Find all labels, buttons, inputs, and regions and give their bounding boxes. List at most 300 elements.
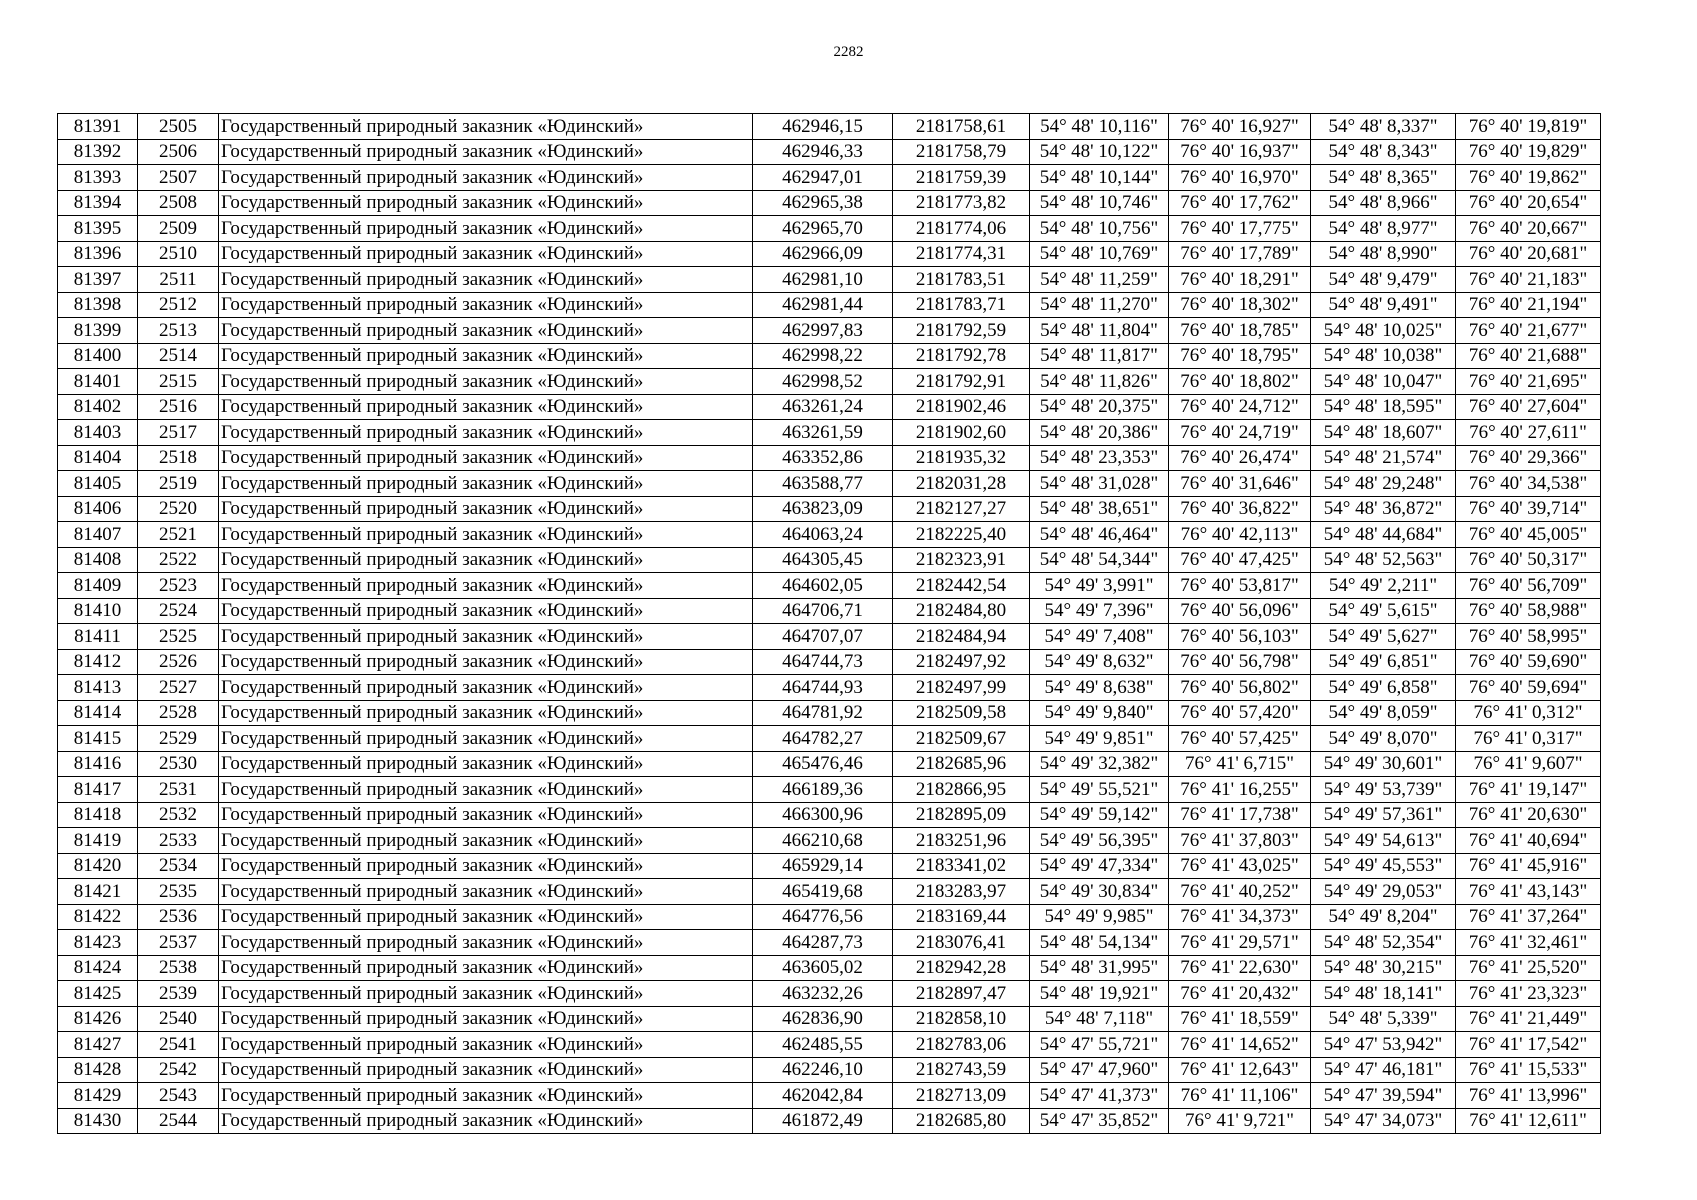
latitude-1-cell: 54° 48' 54,134"	[1030, 930, 1169, 956]
coord-y-cell: 2183076,41	[893, 930, 1030, 956]
longitude-1-cell: 76° 40' 57,420"	[1169, 700, 1311, 726]
table-row	[58, 216, 1601, 242]
latitude-1-cell: 54° 48' 11,817"	[1030, 343, 1169, 369]
point-number-cell: 2528	[138, 700, 219, 726]
latitude-1-cell: 54° 47' 35,852"	[1030, 1108, 1169, 1134]
latitude-2-cell: 54° 48' 8,990"	[1311, 241, 1456, 267]
latitude-1-cell: 54° 49' 30,834"	[1030, 879, 1169, 905]
longitude-2-cell: 76° 40' 20,667"	[1456, 216, 1601, 242]
record-number-cell: 81405	[58, 471, 138, 497]
latitude-1-cell: 54° 48' 10,144"	[1030, 165, 1169, 191]
coord-x-cell: 462836,90	[753, 1006, 893, 1032]
coord-y-cell: 2181792,78	[893, 343, 1030, 369]
object-name-cell: Государственный природный заказник «Юдинский»	[219, 114, 753, 140]
longitude-2-cell: 76° 41' 43,143"	[1456, 879, 1601, 905]
latitude-2-cell: 54° 48' 10,038"	[1311, 343, 1456, 369]
longitude-1-cell: 76° 40' 57,425"	[1169, 726, 1311, 752]
longitude-2-cell: 76° 40' 56,709"	[1456, 573, 1601, 599]
table-row	[58, 955, 1601, 981]
table-row	[58, 675, 1601, 701]
point-number-cell: 2527	[138, 675, 219, 701]
longitude-1-cell: 76° 41' 17,738"	[1169, 802, 1311, 828]
coord-y-cell: 2182225,40	[893, 522, 1030, 548]
latitude-2-cell: 54° 48' 9,491"	[1311, 292, 1456, 318]
latitude-2-cell: 54° 48' 18,595"	[1311, 394, 1456, 420]
latitude-1-cell: 54° 49' 32,382"	[1030, 751, 1169, 777]
record-number-cell: 81411	[58, 624, 138, 650]
coord-y-cell: 2182484,94	[893, 624, 1030, 650]
record-number-cell: 81398	[58, 292, 138, 318]
coord-x-cell: 464706,71	[753, 598, 893, 624]
longitude-2-cell: 76° 40' 58,995"	[1456, 624, 1601, 650]
coord-y-cell: 2181773,82	[893, 190, 1030, 216]
longitude-2-cell: 76° 40' 21,194"	[1456, 292, 1601, 318]
coord-x-cell: 466210,68	[753, 828, 893, 854]
coord-y-cell: 2181774,06	[893, 216, 1030, 242]
coord-y-cell: 2183283,97	[893, 879, 1030, 905]
latitude-1-cell: 54° 49' 56,395"	[1030, 828, 1169, 854]
object-name-cell: Государственный природный заказник «Юдинский»	[219, 649, 753, 675]
coord-x-cell: 464707,07	[753, 624, 893, 650]
coord-x-cell: 462946,15	[753, 114, 893, 140]
coord-x-cell: 466189,36	[753, 777, 893, 803]
point-number-cell: 2508	[138, 190, 219, 216]
coord-y-cell: 2183341,02	[893, 853, 1030, 879]
object-name-cell: Государственный природный заказник «Юдинский»	[219, 547, 753, 573]
object-name-cell: Государственный природный заказник «Юдинский»	[219, 598, 753, 624]
coord-y-cell: 2181783,71	[893, 292, 1030, 318]
coord-x-cell: 462998,22	[753, 343, 893, 369]
table-row	[58, 624, 1601, 650]
longitude-2-cell: 76° 40' 21,695"	[1456, 369, 1601, 395]
latitude-2-cell: 54° 47' 46,181"	[1311, 1057, 1456, 1083]
latitude-2-cell: 54° 48' 5,339"	[1311, 1006, 1456, 1032]
coord-y-cell: 2182323,91	[893, 547, 1030, 573]
table-row	[58, 139, 1601, 165]
longitude-2-cell: 76° 41' 17,542"	[1456, 1032, 1601, 1058]
object-name-cell: Государственный природный заказник «Юдинский»	[219, 471, 753, 497]
latitude-1-cell: 54° 49' 8,632"	[1030, 649, 1169, 675]
coord-y-cell: 2182858,10	[893, 1006, 1030, 1032]
table-row	[58, 751, 1601, 777]
coord-x-cell: 464602,05	[753, 573, 893, 599]
coord-x-cell: 464063,24	[753, 522, 893, 548]
longitude-2-cell: 76° 40' 19,862"	[1456, 165, 1601, 191]
longitude-2-cell: 76° 41' 20,630"	[1456, 802, 1601, 828]
coord-x-cell: 462485,55	[753, 1032, 893, 1058]
longitude-2-cell: 76° 40' 20,654"	[1456, 190, 1601, 216]
record-number-cell: 81406	[58, 496, 138, 522]
point-number-cell: 2522	[138, 547, 219, 573]
record-number-cell: 81404	[58, 445, 138, 471]
object-name-cell: Государственный природный заказник «Юдинский»	[219, 165, 753, 191]
coord-y-cell: 2181758,79	[893, 139, 1030, 165]
longitude-1-cell: 76° 40' 36,822"	[1169, 496, 1311, 522]
longitude-2-cell: 76° 41' 45,916"	[1456, 853, 1601, 879]
record-number-cell: 81414	[58, 700, 138, 726]
latitude-2-cell: 54° 48' 44,684"	[1311, 522, 1456, 548]
object-name-cell: Государственный природный заказник «Юдинский»	[219, 522, 753, 548]
record-number-cell: 81407	[58, 522, 138, 548]
record-number-cell: 81397	[58, 267, 138, 293]
latitude-2-cell: 54° 48' 29,248"	[1311, 471, 1456, 497]
longitude-1-cell: 76° 41' 40,252"	[1169, 879, 1311, 905]
coord-x-cell: 464782,27	[753, 726, 893, 752]
table-row	[58, 1057, 1601, 1083]
latitude-1-cell: 54° 49' 59,142"	[1030, 802, 1169, 828]
table-row	[58, 394, 1601, 420]
point-number-cell: 2536	[138, 904, 219, 930]
latitude-1-cell: 54° 47' 55,721"	[1030, 1032, 1169, 1058]
coord-x-cell: 463588,77	[753, 471, 893, 497]
coord-x-cell: 461872,49	[753, 1108, 893, 1134]
object-name-cell: Государственный природный заказник «Юдинский»	[219, 675, 753, 701]
point-number-cell: 2510	[138, 241, 219, 267]
point-number-cell: 2518	[138, 445, 219, 471]
coord-x-cell: 464305,45	[753, 547, 893, 573]
record-number-cell: 81394	[58, 190, 138, 216]
object-name-cell: Государственный природный заказник «Юдинский»	[219, 777, 753, 803]
record-number-cell: 81420	[58, 853, 138, 879]
object-name-cell: Государственный природный заказник «Юдинский»	[219, 139, 753, 165]
latitude-1-cell: 54° 48' 23,353"	[1030, 445, 1169, 471]
point-number-cell: 2533	[138, 828, 219, 854]
longitude-1-cell: 76° 40' 56,103"	[1169, 624, 1311, 650]
object-name-cell: Государственный природный заказник «Юдинский»	[219, 292, 753, 318]
latitude-1-cell: 54° 48' 11,804"	[1030, 318, 1169, 344]
latitude-1-cell: 54° 49' 9,851"	[1030, 726, 1169, 752]
latitude-2-cell: 54° 47' 34,073"	[1311, 1108, 1456, 1134]
coord-x-cell: 465929,14	[753, 853, 893, 879]
coord-x-cell: 466300,96	[753, 802, 893, 828]
longitude-1-cell: 76° 41' 11,106"	[1169, 1083, 1311, 1109]
point-number-cell: 2537	[138, 930, 219, 956]
longitude-1-cell: 76° 41' 20,432"	[1169, 981, 1311, 1007]
coord-x-cell: 464781,92	[753, 700, 893, 726]
latitude-1-cell: 54° 48' 10,756"	[1030, 216, 1169, 242]
table-row	[58, 547, 1601, 573]
object-name-cell: Государственный природный заказник «Юдинский»	[219, 1006, 753, 1032]
latitude-1-cell: 54° 48' 11,826"	[1030, 369, 1169, 395]
table-row	[58, 343, 1601, 369]
record-number-cell: 81395	[58, 216, 138, 242]
point-number-cell: 2523	[138, 573, 219, 599]
coord-y-cell: 2182031,28	[893, 471, 1030, 497]
coord-x-cell: 463261,24	[753, 394, 893, 420]
latitude-2-cell: 54° 49' 8,059"	[1311, 700, 1456, 726]
point-number-cell: 2513	[138, 318, 219, 344]
latitude-1-cell: 54° 49' 55,521"	[1030, 777, 1169, 803]
latitude-1-cell: 54° 47' 41,373"	[1030, 1083, 1169, 1109]
longitude-2-cell: 76° 40' 19,829"	[1456, 139, 1601, 165]
latitude-2-cell: 54° 48' 8,966"	[1311, 190, 1456, 216]
coord-y-cell: 2182942,28	[893, 955, 1030, 981]
latitude-2-cell: 54° 49' 8,204"	[1311, 904, 1456, 930]
coord-x-cell: 462998,52	[753, 369, 893, 395]
longitude-2-cell: 76° 40' 50,317"	[1456, 547, 1601, 573]
object-name-cell: Государственный природный заказник «Юдинский»	[219, 1108, 753, 1134]
coord-x-cell: 463352,86	[753, 445, 893, 471]
longitude-2-cell: 76° 41' 32,461"	[1456, 930, 1601, 956]
record-number-cell: 81418	[58, 802, 138, 828]
point-number-cell: 2543	[138, 1083, 219, 1109]
record-number-cell: 81396	[58, 241, 138, 267]
table-row	[58, 853, 1601, 879]
object-name-cell: Государственный природный заказник «Юдинский»	[219, 853, 753, 879]
point-number-cell: 2541	[138, 1032, 219, 1058]
latitude-2-cell: 54° 48' 10,025"	[1311, 318, 1456, 344]
latitude-2-cell: 54° 48' 18,141"	[1311, 981, 1456, 1007]
table-row	[58, 496, 1601, 522]
point-number-cell: 2538	[138, 955, 219, 981]
latitude-2-cell: 54° 49' 57,361"	[1311, 802, 1456, 828]
coord-x-cell: 463261,59	[753, 420, 893, 446]
point-number-cell: 2529	[138, 726, 219, 752]
record-number-cell: 81415	[58, 726, 138, 752]
longitude-2-cell: 76° 41' 19,147"	[1456, 777, 1601, 803]
longitude-1-cell: 76° 40' 17,789"	[1169, 241, 1311, 267]
table-row	[58, 777, 1601, 803]
coord-x-cell: 464744,73	[753, 649, 893, 675]
longitude-1-cell: 76° 40' 18,302"	[1169, 292, 1311, 318]
record-number-cell: 81400	[58, 343, 138, 369]
object-name-cell: Государственный природный заказник «Юдинский»	[219, 751, 753, 777]
coord-x-cell: 465419,68	[753, 879, 893, 905]
coord-y-cell: 2182484,80	[893, 598, 1030, 624]
table-row	[58, 726, 1601, 752]
point-number-cell: 2524	[138, 598, 219, 624]
coord-y-cell: 2182743,59	[893, 1057, 1030, 1083]
table-row	[58, 802, 1601, 828]
latitude-1-cell: 54° 48' 38,651"	[1030, 496, 1169, 522]
coord-y-cell: 2183169,44	[893, 904, 1030, 930]
record-number-cell: 81401	[58, 369, 138, 395]
record-number-cell: 81424	[58, 955, 138, 981]
point-number-cell: 2521	[138, 522, 219, 548]
coord-y-cell: 2181783,51	[893, 267, 1030, 293]
latitude-1-cell: 54° 48' 10,116"	[1030, 114, 1169, 140]
record-number-cell: 81391	[58, 114, 138, 140]
longitude-2-cell: 76° 41' 0,317"	[1456, 726, 1601, 752]
record-number-cell: 81413	[58, 675, 138, 701]
record-number-cell: 81408	[58, 547, 138, 573]
table-row	[58, 649, 1601, 675]
longitude-1-cell: 76° 40' 56,798"	[1169, 649, 1311, 675]
point-number-cell: 2520	[138, 496, 219, 522]
table-row	[58, 573, 1601, 599]
longitude-2-cell: 76° 40' 20,681"	[1456, 241, 1601, 267]
latitude-2-cell: 54° 48' 8,343"	[1311, 139, 1456, 165]
record-number-cell: 81421	[58, 879, 138, 905]
coord-y-cell: 2181792,91	[893, 369, 1030, 395]
latitude-1-cell: 54° 48' 46,464"	[1030, 522, 1169, 548]
coord-x-cell: 463232,26	[753, 981, 893, 1007]
latitude-2-cell: 54° 47' 39,594"	[1311, 1083, 1456, 1109]
longitude-2-cell: 76° 40' 27,604"	[1456, 394, 1601, 420]
latitude-1-cell: 54° 48' 31,995"	[1030, 955, 1169, 981]
coord-y-cell: 2182509,58	[893, 700, 1030, 726]
point-number-cell: 2506	[138, 139, 219, 165]
longitude-2-cell: 76° 40' 27,611"	[1456, 420, 1601, 446]
coord-y-cell: 2181758,61	[893, 114, 1030, 140]
point-number-cell: 2507	[138, 165, 219, 191]
table-row	[58, 598, 1601, 624]
longitude-2-cell: 76° 40' 45,005"	[1456, 522, 1601, 548]
longitude-2-cell: 76° 41' 13,996"	[1456, 1083, 1601, 1109]
object-name-cell: Государственный природный заказник «Юдинский»	[219, 930, 753, 956]
coord-x-cell: 462981,10	[753, 267, 893, 293]
point-number-cell: 2535	[138, 879, 219, 905]
table-row	[58, 1083, 1601, 1109]
point-number-cell: 2509	[138, 216, 219, 242]
object-name-cell: Государственный природный заказник «Юдинский»	[219, 420, 753, 446]
latitude-1-cell: 54° 49' 47,334"	[1030, 853, 1169, 879]
latitude-2-cell: 54° 49' 6,851"	[1311, 649, 1456, 675]
point-number-cell: 2515	[138, 369, 219, 395]
longitude-2-cell: 76° 41' 15,533"	[1456, 1057, 1601, 1083]
coord-y-cell: 2182509,67	[893, 726, 1030, 752]
record-number-cell: 81412	[58, 649, 138, 675]
table-row	[58, 292, 1601, 318]
point-number-cell: 2517	[138, 420, 219, 446]
latitude-2-cell: 54° 49' 5,615"	[1311, 598, 1456, 624]
coord-x-cell: 462947,01	[753, 165, 893, 191]
table-row	[58, 904, 1601, 930]
point-number-cell: 2519	[138, 471, 219, 497]
latitude-1-cell: 54° 49' 7,396"	[1030, 598, 1169, 624]
point-number-cell: 2512	[138, 292, 219, 318]
record-number-cell: 81409	[58, 573, 138, 599]
object-name-cell: Государственный природный заказник «Юдинский»	[219, 624, 753, 650]
table-row	[58, 700, 1601, 726]
point-number-cell: 2531	[138, 777, 219, 803]
point-number-cell: 2544	[138, 1108, 219, 1134]
record-number-cell: 81430	[58, 1108, 138, 1134]
latitude-2-cell: 54° 48' 36,872"	[1311, 496, 1456, 522]
coord-x-cell: 464776,56	[753, 904, 893, 930]
latitude-2-cell: 54° 48' 30,215"	[1311, 955, 1456, 981]
latitude-2-cell: 54° 48' 52,563"	[1311, 547, 1456, 573]
longitude-2-cell: 76° 41' 37,264"	[1456, 904, 1601, 930]
coord-x-cell: 464744,93	[753, 675, 893, 701]
object-name-cell: Государственный природный заказник «Юдинский»	[219, 828, 753, 854]
table-row	[58, 114, 1601, 140]
latitude-1-cell: 54° 48' 31,028"	[1030, 471, 1169, 497]
coord-y-cell: 2183251,96	[893, 828, 1030, 854]
longitude-1-cell: 76° 41' 29,571"	[1169, 930, 1311, 956]
longitude-1-cell: 76° 41' 6,715"	[1169, 751, 1311, 777]
latitude-2-cell: 54° 49' 30,601"	[1311, 751, 1456, 777]
record-number-cell: 81403	[58, 420, 138, 446]
latitude-2-cell: 54° 49' 2,211"	[1311, 573, 1456, 599]
object-name-cell: Государственный природный заказник «Юдинский»	[219, 318, 753, 344]
longitude-1-cell: 76° 41' 34,373"	[1169, 904, 1311, 930]
record-number-cell: 81419	[58, 828, 138, 854]
longitude-1-cell: 76° 40' 18,785"	[1169, 318, 1311, 344]
longitude-1-cell: 76° 40' 24,712"	[1169, 394, 1311, 420]
longitude-1-cell: 76° 40' 17,775"	[1169, 216, 1311, 242]
coord-x-cell: 464287,73	[753, 930, 893, 956]
point-number-cell: 2511	[138, 267, 219, 293]
longitude-2-cell: 76° 40' 34,538"	[1456, 471, 1601, 497]
object-name-cell: Государственный природный заказник «Юдинский»	[219, 241, 753, 267]
longitude-1-cell: 76° 40' 42,113"	[1169, 522, 1311, 548]
record-number-cell: 81399	[58, 318, 138, 344]
coord-y-cell: 2182895,09	[893, 802, 1030, 828]
object-name-cell: Государственный природный заказник «Юдинский»	[219, 981, 753, 1007]
table-row	[58, 879, 1601, 905]
record-number-cell: 81428	[58, 1057, 138, 1083]
record-number-cell: 81416	[58, 751, 138, 777]
coord-y-cell: 2181902,60	[893, 420, 1030, 446]
record-number-cell: 81429	[58, 1083, 138, 1109]
table-row	[58, 318, 1601, 344]
coord-y-cell: 2181774,31	[893, 241, 1030, 267]
latitude-1-cell: 54° 48' 11,259"	[1030, 267, 1169, 293]
coord-y-cell: 2182685,96	[893, 751, 1030, 777]
longitude-2-cell: 76° 41' 0,312"	[1456, 700, 1601, 726]
latitude-2-cell: 54° 49' 53,739"	[1311, 777, 1456, 803]
point-number-cell: 2526	[138, 649, 219, 675]
latitude-1-cell: 54° 48' 20,386"	[1030, 420, 1169, 446]
latitude-1-cell: 54° 49' 8,638"	[1030, 675, 1169, 701]
longitude-1-cell: 76° 40' 53,817"	[1169, 573, 1311, 599]
longitude-2-cell: 76° 41' 12,611"	[1456, 1108, 1601, 1134]
table-row	[58, 981, 1601, 1007]
latitude-1-cell: 54° 49' 9,985"	[1030, 904, 1169, 930]
latitude-2-cell: 54° 49' 8,070"	[1311, 726, 1456, 752]
latitude-1-cell: 54° 47' 47,960"	[1030, 1057, 1169, 1083]
point-number-cell: 2530	[138, 751, 219, 777]
table-row	[58, 190, 1601, 216]
table-row	[58, 241, 1601, 267]
table-row	[58, 420, 1601, 446]
coord-x-cell: 462246,10	[753, 1057, 893, 1083]
longitude-1-cell: 76° 40' 16,927"	[1169, 114, 1311, 140]
longitude-1-cell: 76° 41' 18,559"	[1169, 1006, 1311, 1032]
latitude-1-cell: 54° 49' 9,840"	[1030, 700, 1169, 726]
longitude-2-cell: 76° 40' 39,714"	[1456, 496, 1601, 522]
record-number-cell: 81410	[58, 598, 138, 624]
coordinates-table	[57, 113, 1601, 1134]
table-row	[58, 471, 1601, 497]
latitude-2-cell: 54° 48' 21,574"	[1311, 445, 1456, 471]
point-number-cell: 2516	[138, 394, 219, 420]
object-name-cell: Государственный природный заказник «Юдинский»	[219, 955, 753, 981]
longitude-2-cell: 76° 40' 58,988"	[1456, 598, 1601, 624]
coord-y-cell: 2182713,09	[893, 1083, 1030, 1109]
table-row	[58, 267, 1601, 293]
longitude-1-cell: 76° 40' 16,937"	[1169, 139, 1311, 165]
latitude-2-cell: 54° 48' 10,047"	[1311, 369, 1456, 395]
coord-x-cell: 462042,84	[753, 1083, 893, 1109]
latitude-2-cell: 54° 49' 54,613"	[1311, 828, 1456, 854]
latitude-2-cell: 54° 47' 53,942"	[1311, 1032, 1456, 1058]
longitude-1-cell: 76° 40' 16,970"	[1169, 165, 1311, 191]
latitude-2-cell: 54° 48' 8,337"	[1311, 114, 1456, 140]
object-name-cell: Государственный природный заказник «Юдинский»	[219, 879, 753, 905]
table-row	[58, 445, 1601, 471]
longitude-2-cell: 76° 40' 29,366"	[1456, 445, 1601, 471]
latitude-2-cell: 54° 48' 9,479"	[1311, 267, 1456, 293]
coord-y-cell: 2182783,06	[893, 1032, 1030, 1058]
coord-y-cell: 2181792,59	[893, 318, 1030, 344]
coord-y-cell: 2182127,27	[893, 496, 1030, 522]
record-number-cell: 81427	[58, 1032, 138, 1058]
latitude-2-cell: 54° 49' 6,858"	[1311, 675, 1456, 701]
object-name-cell: Государственный природный заказник «Юдинский»	[219, 496, 753, 522]
longitude-1-cell: 76° 41' 14,652"	[1169, 1032, 1311, 1058]
